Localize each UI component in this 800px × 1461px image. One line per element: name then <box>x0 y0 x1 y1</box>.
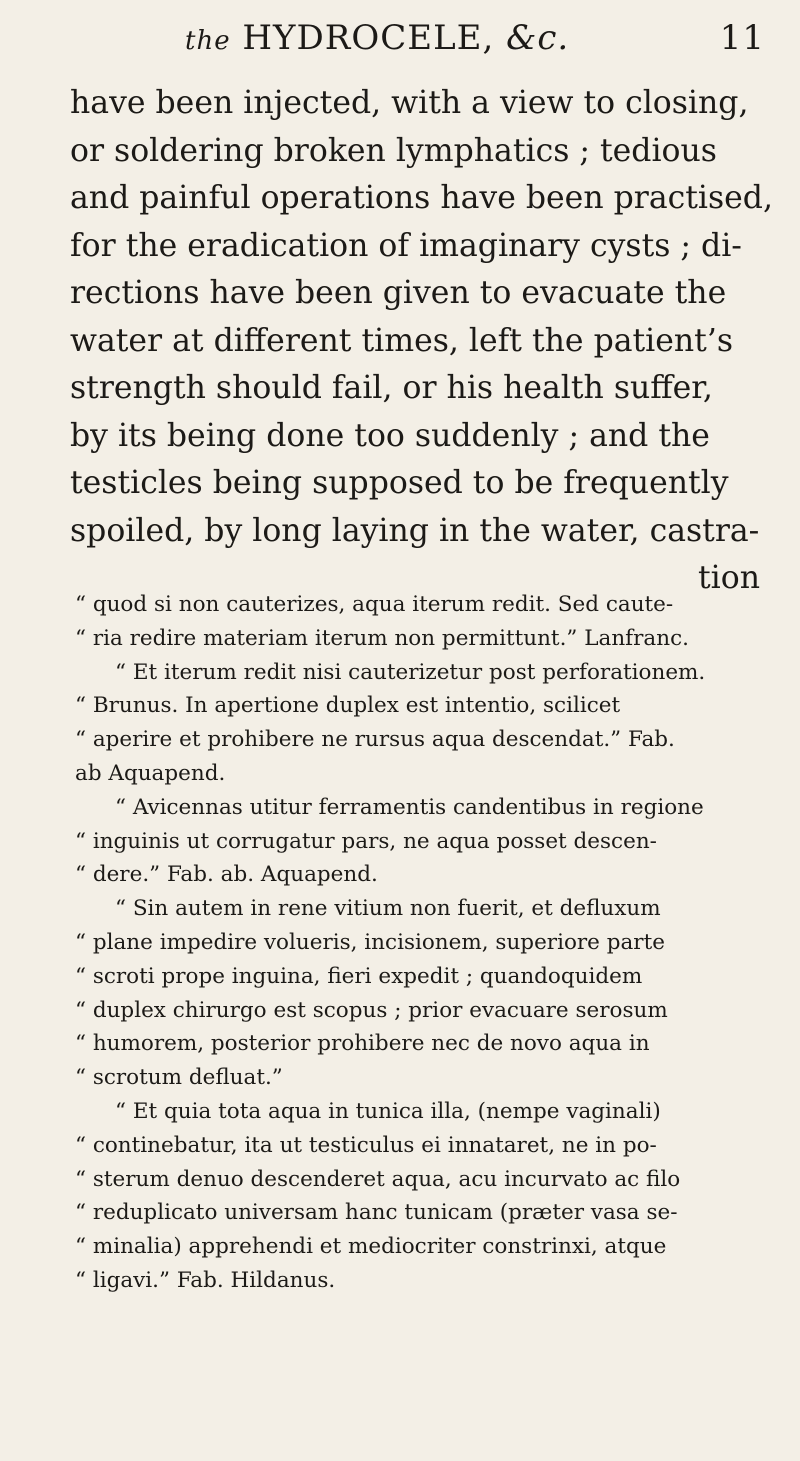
header-title: HYDROCELE, <box>242 18 495 58</box>
header-etc: &c. <box>506 18 570 58</box>
note-line: “ minalia) apprehendi et mediocriter constrinxi, atque <box>75 1234 667 1260</box>
note-line: “ reduplicato universam hanc tunicam (præter vasa se- <box>75 1200 678 1226</box>
note-line: “ aperire et prohibere ne rursus aqua descendat.” Fab. <box>75 727 675 753</box>
text-line: strength should fail, or his health suffer, <box>70 370 713 406</box>
note-line: “ Et iterum redit nisi cauterizetur post perforationem. <box>115 659 706 685</box>
text-line: by its being done too suddenly ; and the <box>70 417 710 454</box>
text-line: and painful operations have been practised, <box>70 180 773 216</box>
text-line: for the eradication of imaginary cysts ; di- <box>70 227 742 264</box>
text-line: rections have been given to evacuate the <box>70 275 727 311</box>
text-line: or soldering broken lymphatics ; tedious <box>70 132 717 169</box>
catchword: tion <box>698 560 760 596</box>
note-line: “ Brunus. In apertione duplex est intentio, scilicet <box>75 693 621 719</box>
page-number: 11 <box>719 18 765 58</box>
main-text <box>70 80 773 603</box>
note-line: “ ligavi.” Fab. Hildanus. <box>75 1267 336 1293</box>
note-line: “ scrotum defluat.” <box>75 1065 283 1091</box>
note-line: “ sterum denuo descenderet aqua, acu incurvato ac filo <box>75 1166 681 1192</box>
note-line: “ Avicennas utitur ferramentis candentibus in regione <box>115 794 704 820</box>
text-line: testicles being supposed to be frequently <box>70 465 729 501</box>
text-line: water at different times, left the patient’s <box>70 322 734 359</box>
note-line: “ Sin autem in rene vitium non fuerit, et defluxum <box>115 896 661 922</box>
note-line: “ Et quia tota aqua in tunica illa, (nempe vaginali) <box>115 1098 661 1124</box>
note-line: “ dere.” Fab. ab. Aquapend. <box>75 862 378 888</box>
note-line: “ ria redire materiam iterum non permittunt.” Lanfranc. <box>75 625 689 651</box>
header-prefix: the <box>185 26 231 56</box>
footnotes <box>75 588 765 1298</box>
running-header <box>185 18 765 58</box>
note-line: “ inguinis ut corrugatur pars, ne aqua posset descen- <box>75 828 657 854</box>
note-line: “ quod si non cauterizes, aqua iterum redit. Sed caute- <box>75 592 674 617</box>
note-line: “ duplex chirurgo est scopus ; prior evacuare serosum <box>75 997 668 1023</box>
note-line: “ plane impedire volueris, incisionem, superiore parte <box>75 929 665 955</box>
note-line: “ humorem, posterior prohibere nec de novo aqua in <box>75 1031 650 1057</box>
note-line: “ scroti prope inguina, fieri expedit ; quandoquidem <box>75 963 643 989</box>
note-line: “ continebatur, ita ut testiculus ei innataret, ne in po- <box>75 1132 657 1158</box>
note-line: ab Aquapend. <box>75 760 226 786</box>
text-line: spoiled, by long laying in the water, castra- <box>70 512 760 549</box>
text-line: have been injected, with a view to closing, <box>70 85 749 121</box>
